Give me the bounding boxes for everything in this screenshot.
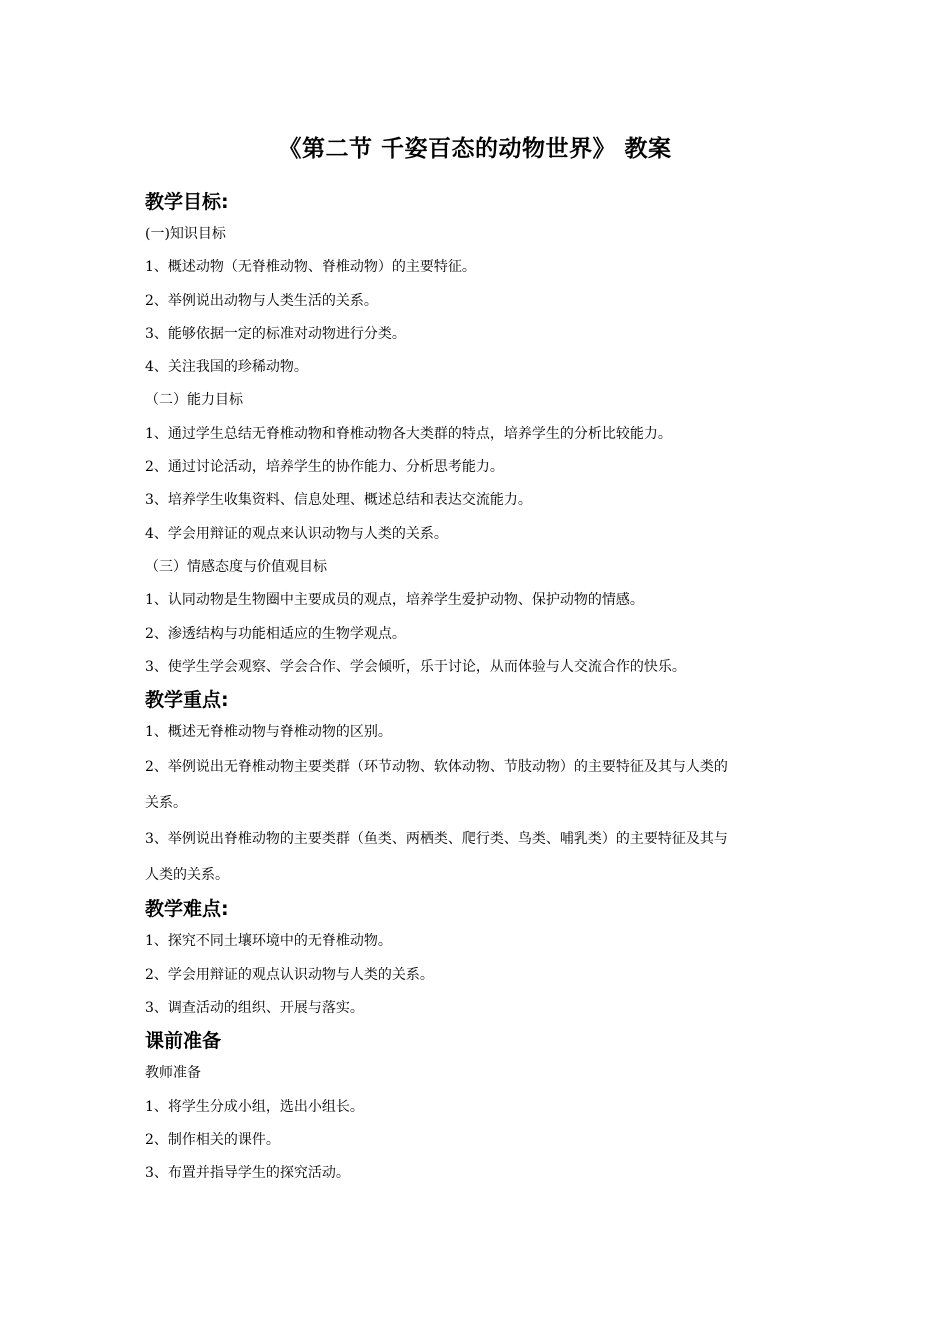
subheading-teacher-preparation: 教师准备 bbox=[145, 1065, 201, 1082]
list-item: 4、关注我国的珍稀动物。 bbox=[145, 359, 308, 376]
section-heading-objectives: 教学目标: bbox=[145, 191, 229, 213]
section-heading-preparation: 课前准备 bbox=[145, 1030, 222, 1053]
list-item-continuation: 关系。 bbox=[145, 795, 187, 812]
list-item: 1、概述动物（无脊椎动物、脊椎动物）的主要特征。 bbox=[145, 259, 476, 276]
list-item: 3、调查活动的组织、开展与落实。 bbox=[145, 1000, 364, 1017]
list-item: 2、通过讨论活动，培养学生的协作能力、分析思考能力。 bbox=[145, 459, 504, 476]
subheading-ability: （二）能力目标 bbox=[145, 392, 243, 409]
list-item: 2、渗透结构与功能相适应的生物学观点。 bbox=[145, 625, 406, 642]
list-item: 1、通过学生总结无脊椎动物和脊椎动物各大类群的特点，培养学生的分析比较能力。 bbox=[145, 425, 672, 442]
list-item: 3、培养学生收集资料、信息处理、概述总结和表达交流能力。 bbox=[145, 492, 532, 509]
section-heading-difficulties: 教学难点: bbox=[145, 898, 229, 921]
list-item: 1、概述无脊椎动物与脊椎动物的区别。 bbox=[145, 724, 392, 741]
document-body bbox=[145, 186, 815, 1191]
list-item: 2、举例说出动物与人类生活的关系。 bbox=[145, 292, 378, 309]
section-heading-key-points: 教学重点: bbox=[145, 689, 229, 712]
list-item: 4、学会用辩证的观点来认识动物与人类的关系。 bbox=[145, 525, 448, 542]
subheading-emotion: （三）情感态度与价值观目标 bbox=[145, 558, 327, 575]
list-item: 1、将学生分成小组，选出小组长。 bbox=[145, 1098, 364, 1115]
subheading-knowledge: (一)知识目标 bbox=[145, 226, 226, 242]
list-item: 1、探究不同土壤环境中的无脊椎动物。 bbox=[145, 933, 392, 950]
list-item: 3、使学生学会观察、学会合作、学会倾听，乐于讨论，从而体验与人交流合作的快乐。 bbox=[145, 658, 686, 675]
list-item-continuation: 人类的关系。 bbox=[145, 867, 229, 884]
list-item: 2、学会用辩证的观点认识动物与人类的关系。 bbox=[145, 966, 434, 983]
list-item: 2、举例说出无脊椎动物主要类群（环节动物、软体动物、节肢动物）的主要特征及其与人类的 bbox=[145, 759, 728, 776]
list-item: 3、举例说出脊椎动物的主要类群（鱼类、两栖类、爬行类、鸟类、哺乳类）的主要特征及其与 bbox=[145, 831, 728, 848]
list-item: 1、认同动物是生物圈中主要成员的观点，培养学生爱护动物、保护动物的情感。 bbox=[145, 592, 644, 609]
list-item: 3、布置并指导学生的探究活动。 bbox=[145, 1165, 350, 1182]
list-item: 2、制作相关的课件。 bbox=[145, 1131, 280, 1148]
document-title: 《第二节 千姿百态的动物世界》 教案 bbox=[278, 136, 672, 162]
list-item: 3、能够依据一定的标准对动物进行分类。 bbox=[145, 325, 406, 342]
